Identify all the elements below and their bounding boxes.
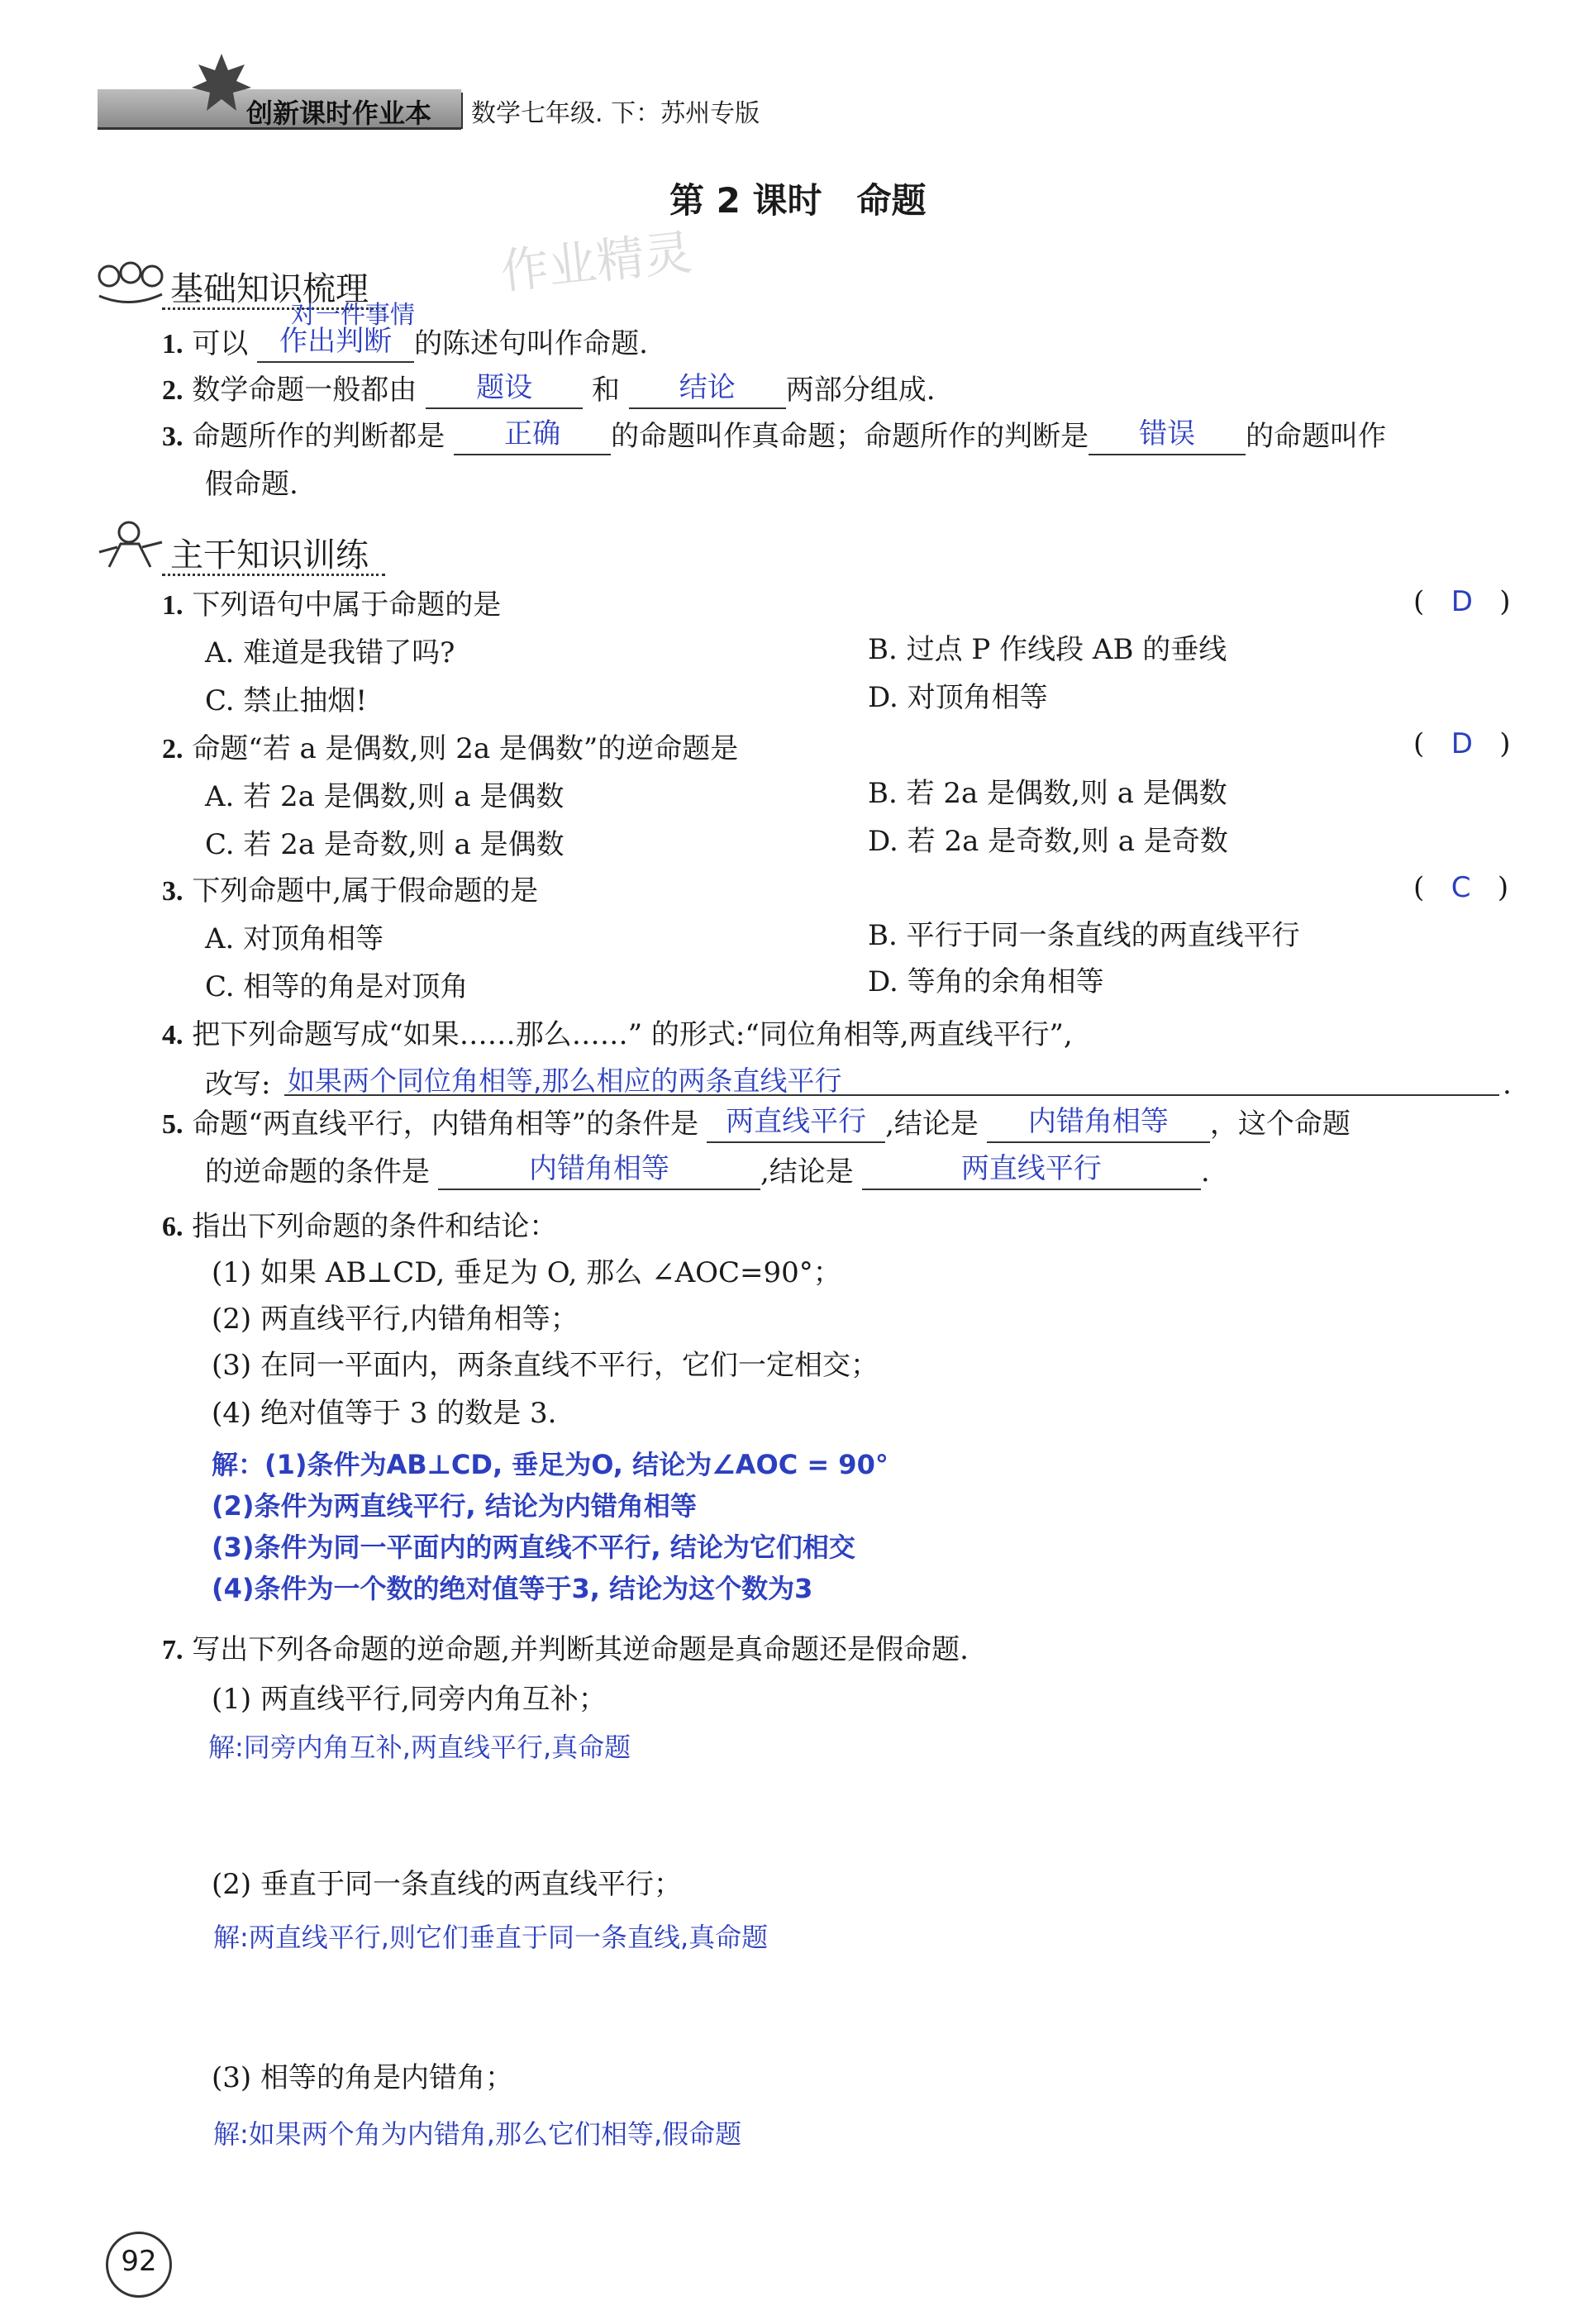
answer-blank: 错误 — [1089, 421, 1246, 455]
item-number: 3. — [162, 422, 183, 452]
section2-underline — [162, 574, 385, 576]
q1-note: 对一件事情 — [291, 301, 415, 330]
q6-solution2: (2)条件为两直线平行, 结论为内错角相等 — [212, 1490, 697, 1522]
q7-sub3: (3) 相等的角是内错角； — [212, 2061, 513, 2094]
book-title: 创新课时作业本 — [246, 98, 432, 129]
q3-option-d: D. 等角的余角相等 — [868, 965, 1104, 998]
q7-solution1: 解:同旁内角互补,两直线平行,真命题 — [208, 1732, 631, 1763]
q6-solution4: (4)条件为一个数的绝对值等于3, 结论为这个数为3 — [212, 1573, 813, 1604]
q6-sub2: (2) 两直线平行,内错角相等； — [212, 1303, 579, 1336]
q1-option-b: B. 过点 P 作线段 AB 的垂线 — [868, 633, 1227, 666]
item-text: 的陈述句叫作命题. — [414, 327, 648, 360]
section2-title: 主干知识训练 — [170, 536, 369, 574]
q3-answer-box: ( C ) — [1413, 871, 1509, 904]
item-number: 1. — [162, 329, 183, 360]
q3-answer: C — [1451, 871, 1471, 904]
item-number: 2. — [162, 375, 183, 406]
section2-icon — [93, 519, 167, 570]
q1-option-d: D. 对顶角相等 — [868, 681, 1048, 714]
q7-stem: 7. 写出下列各命题的逆命题,并判断其逆命题是真命题还是假命题. — [162, 1633, 969, 1666]
q2-answer-box: ( D ) — [1413, 727, 1511, 760]
q3-option-b: B. 平行于同一条直线的两直线平行 — [868, 919, 1300, 952]
answer-blank: 作出判断 — [257, 328, 414, 363]
q2-answer: D — [1451, 727, 1473, 760]
page-title: 第 2 课时 命题 — [669, 180, 927, 221]
s1-item3-line2: 假命题. — [205, 468, 298, 501]
answer-blank: 题设 — [426, 374, 583, 409]
section-icon — [93, 258, 167, 307]
q7-sub2: (2) 垂直于同一条直线的两直线平行； — [212, 1868, 682, 1901]
q2-option-c: C. 若 2a 是奇数,则 a 是偶数 — [205, 828, 565, 861]
q5-line2: 的逆命题的条件是 内错角相等 ,结论是 两直线平行 . — [205, 1152, 1210, 1189]
answer-blank: 内错角相等 — [438, 1155, 760, 1190]
s1-item1 — [162, 326, 648, 363]
item-text: 的命题叫作 — [1246, 420, 1387, 453]
q1-answer: D — [1451, 585, 1473, 618]
item-text: 两部分组成. — [785, 374, 936, 407]
item-text: 的命题叫作真命题；命题所作的判断是 — [611, 420, 1089, 453]
s1-item2 — [162, 372, 936, 409]
q7-solution2: 解:两直线平行,则它们垂直于同一条直线,真命题 — [213, 1922, 769, 1953]
item-text: 可以 — [192, 327, 249, 360]
header-divider — [461, 93, 463, 129]
section1-title: 基础知识梳理 — [170, 270, 369, 308]
item-text: 数学命题一般都由 — [192, 374, 417, 407]
q3-stem: 3. 下列命题中,属于假命题的是 — [162, 874, 539, 908]
item-text: 和 — [591, 374, 620, 407]
answer-blank: 结论 — [629, 374, 786, 409]
q1-stem: 1. 下列语句中属于命题的是 — [162, 588, 502, 622]
answer-blank: 内错角相等 — [987, 1108, 1210, 1143]
q2-option-a: A. 若 2a 是偶数,则 a 是偶数 — [205, 780, 565, 813]
q6-solution1: 解：(1)条件为AB⊥CD, 垂足为O, 结论为∠AOC = 90° — [212, 1449, 889, 1480]
q2-stem: 2. 命题“若 a 是偶数,则 2a 是偶数”的逆命题是 — [162, 732, 739, 765]
s1-item3 — [162, 418, 1386, 455]
q2-option-d: D. 若 2a 是奇数,则 a 是奇数 — [868, 825, 1228, 858]
q5-line1: 5. 命题“两直线平行，内错角相等”的条件是 两直线平行 ,结论是 内错角相等 ，这个命题 — [162, 1106, 1351, 1143]
q4-stem: 4. 把下列命题写成“如果……那么……” 的形式:“同位角相等,两直线平行”, — [162, 1018, 1073, 1051]
book-subtitle: 数学七年级. 下：苏州专版 — [471, 99, 760, 128]
q3-option-c: C. 相等的角是对顶角 — [205, 970, 469, 1003]
page-number: 92 — [121, 2245, 157, 2278]
q1-option-c: C. 禁止抽烟! — [205, 684, 368, 717]
q7-solution3: 解:如果两个角为内错角,那么它们相等,假命题 — [213, 2118, 742, 2150]
q1-answer-box: ( D ) — [1413, 585, 1511, 618]
q6-stem: 6. 指出下列命题的条件和结论： — [162, 1210, 558, 1243]
q6-sub3: (3) 在同一平面内，两条直线不平行，它们一定相交； — [212, 1349, 879, 1382]
answer-blank: 两直线平行 — [707, 1108, 885, 1143]
leaf-icon — [188, 50, 255, 116]
q4-answer: 如果两个同位角相等,那么相应的两条直线平行 — [288, 1065, 842, 1097]
q1-option-a: A. 难道是我错了吗? — [205, 636, 455, 669]
answer-blank: 两直线平行 — [862, 1155, 1201, 1190]
q7-sub1: (1) 两直线平行,同旁内角互补； — [212, 1683, 607, 1716]
q3-option-a: A. 对顶角相等 — [205, 922, 384, 955]
q6-sub1: (1) 如果 AB⊥CD, 垂足为 O, 那么 ∠AOC=90°； — [212, 1256, 841, 1289]
item-text: 命题所作的判断都是 — [192, 420, 445, 453]
q6-sub4: (4) 绝对值等于 3 的数是 3. — [212, 1397, 557, 1430]
q6-solution3: (3)条件为同一平面内的两直线不平行, 结论为它们相交 — [212, 1532, 855, 1563]
q4-label: 改写: — [205, 1068, 271, 1101]
watermark: 作业精灵 — [498, 224, 695, 300]
q4-end: . — [1503, 1068, 1512, 1101]
answer-blank: 正确 — [454, 421, 611, 455]
q2-option-b: B. 若 2a 是偶数,则 a 是偶数 — [868, 777, 1227, 810]
